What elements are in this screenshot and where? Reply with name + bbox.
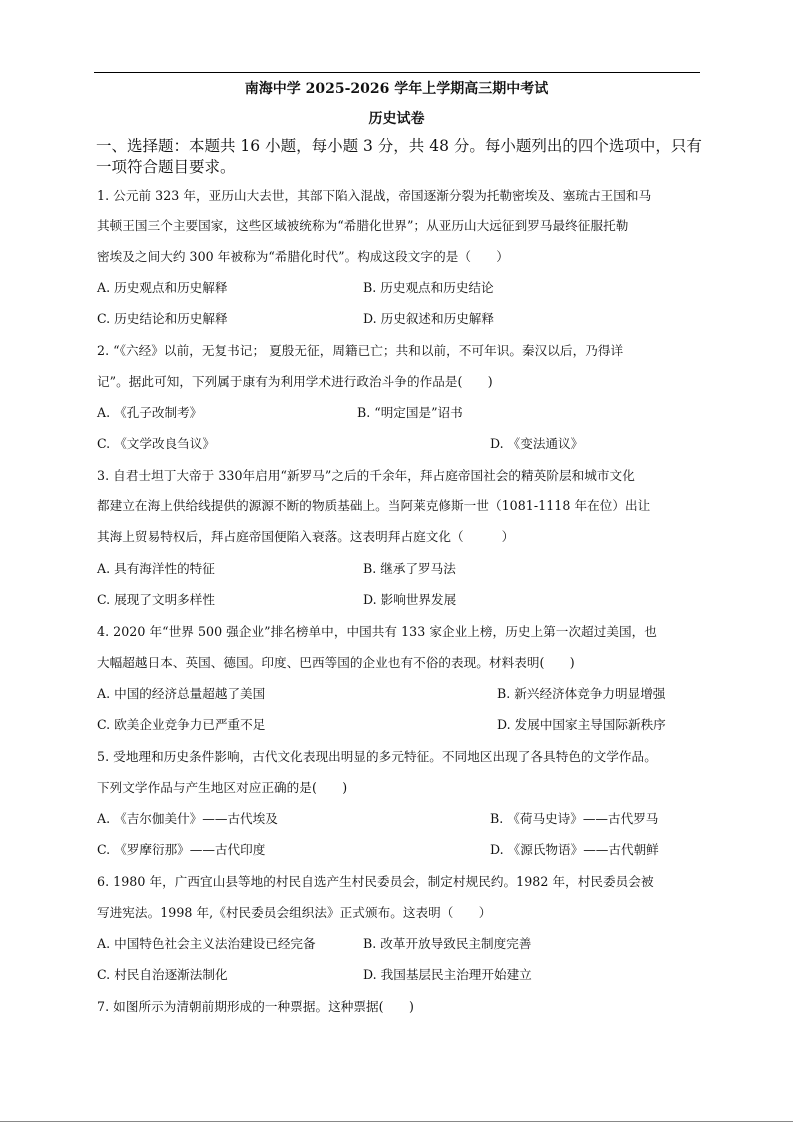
q4-option-b: B. 新兴经济体竞争力明显增强 bbox=[497, 686, 666, 701]
q2-stem-line: 记”。据此可知，下列属于康有为利用学术进行政治斗争的作品是( ) bbox=[97, 374, 493, 389]
section-instructions-line2: 一项符合题目要求。 bbox=[96, 158, 236, 176]
header-rule bbox=[94, 72, 700, 73]
q1-option-c: C. 历史结论和历史解释 bbox=[97, 311, 228, 326]
q2-option-c: C. 《文学改良刍议》 bbox=[97, 436, 215, 451]
q4-option-a: A. 中国的经济总量超越了美国 bbox=[97, 686, 266, 701]
q3-option-d: D. 影响世界发展 bbox=[363, 592, 457, 607]
q6-option-c: C. 村民自治逐渐法制化 bbox=[97, 967, 228, 982]
q4-option-d: D. 发展中国家主导国际新秩序 bbox=[497, 717, 666, 732]
q2-stem-line: 2. “《六经》以前，无复书记； 夏殷无征，周籍已亡；共和以前，不可年识。秦汉以后，乃得详 bbox=[97, 343, 624, 358]
q3-option-a: A. 具有海洋性的特征 bbox=[97, 561, 215, 576]
q5-option-b: B. 《荷马史诗》——古代罗马 bbox=[490, 811, 659, 826]
q1-option-a: A. 历史观点和历史解释 bbox=[97, 280, 228, 295]
q6-option-b: B. 改革开放导致民主制度完善 bbox=[363, 936, 532, 951]
q4-stem-line: 大幅超越日本、英国、德国。印度、巴西等国的企业也有不俗的表现。材料表明( ) bbox=[97, 655, 575, 670]
q3-stem-line: 3. 自君士坦丁大帝于 330年启用“新罗马”之后的千余年，拜占庭帝国社会的精英阶层和城市文化 bbox=[97, 468, 635, 483]
q2-option-d: D. 《变法通议》 bbox=[490, 436, 584, 451]
q5-stem-line: 下列文学作品与产生地区对应正确的是( ) bbox=[97, 780, 348, 795]
q6-stem-line: 写进宪法。1998 年,《村民委员会组织法》正式颁布。这表明（ ） bbox=[97, 905, 492, 920]
q5-option-c: C. 《罗摩衍那》——古代印度 bbox=[97, 842, 266, 857]
q1-stem-line: 其顿王国三个主要国家，这些区域被统称为“希腊化世界”；从亚历山大远征到罗马最终征服托勒 bbox=[97, 218, 629, 233]
q6-option-a: A. 中国特色社会主义法治建设已经完备 bbox=[97, 936, 316, 951]
exam-subtitle: 历史试卷 bbox=[368, 111, 425, 127]
exam-title: 南海中学 2025-2026 学年上学期高三期中考试 bbox=[244, 81, 549, 97]
q3-option-c: C. 展现了文明多样性 bbox=[97, 592, 215, 607]
q4-option-c: C. 欧美企业竞争力已严重不足 bbox=[97, 717, 266, 732]
q3-stem-line: 都建立在海上供给线提供的源源不断的物质基础上。当阿莱克修斯一世（1081-1118 年在位）出让 bbox=[97, 498, 651, 513]
q2-option-a: A. 《孔子改制考》 bbox=[97, 405, 203, 420]
q6-stem-line: 6. 1980 年，广西宜山县等地的村民自选产生村民委员会，制定村规民约。1982 年，村民委员会被 bbox=[97, 874, 654, 889]
q5-option-d: D. 《源氏物语》——古代朝鲜 bbox=[490, 842, 659, 857]
q6-option-d: D. 我国基层民主治理开始建立 bbox=[363, 967, 532, 982]
q5-stem-line: 5. 受地理和历史条件影响，古代文化表现出明显的多元特征。不同地区出现了各具特色的文学作品。 bbox=[97, 749, 657, 764]
q5-option-a: A. 《吉尔伽美什》——古代埃及 bbox=[97, 811, 278, 826]
q3-option-b: B. 继承了罗马法 bbox=[363, 561, 456, 576]
q1-option-d: D. 历史叙述和历史解释 bbox=[363, 311, 494, 326]
q1-option-b: B. 历史观点和历史结论 bbox=[363, 280, 494, 295]
q7-stem-line: 7. 如图所示为清朝前期形成的一种票据。这种票据( ) bbox=[97, 999, 414, 1014]
q2-option-b: B. “明定国是”诏书 bbox=[357, 405, 463, 420]
q1-stem-line: 密埃及之间大约 300 年被称为“希腊化时代”。构成这段文字的是（ ） bbox=[97, 249, 509, 264]
q4-stem-line: 4. 2020 年“世界 500 强企业”排名榜单中，中国共有 133 家企业上榜，历史上第一次超过美国，也 bbox=[97, 624, 657, 639]
q1-stem-line: 1. 公元前 323 年，亚历山大去世，其部下陷入混战，帝国逐渐分裂为托勒密埃及、塞琉古王国和马 bbox=[97, 188, 652, 203]
section-instructions-line1: 一、选择题：本题共 16 小题，每小题 3 分，共 48 分。每小题列出的四个选项中，只有 bbox=[96, 137, 702, 155]
q3-stem-line: 其海上贸易特权后，拜占庭帝国便陷入衰落。这表明拜占庭文化（ ） bbox=[97, 529, 515, 544]
